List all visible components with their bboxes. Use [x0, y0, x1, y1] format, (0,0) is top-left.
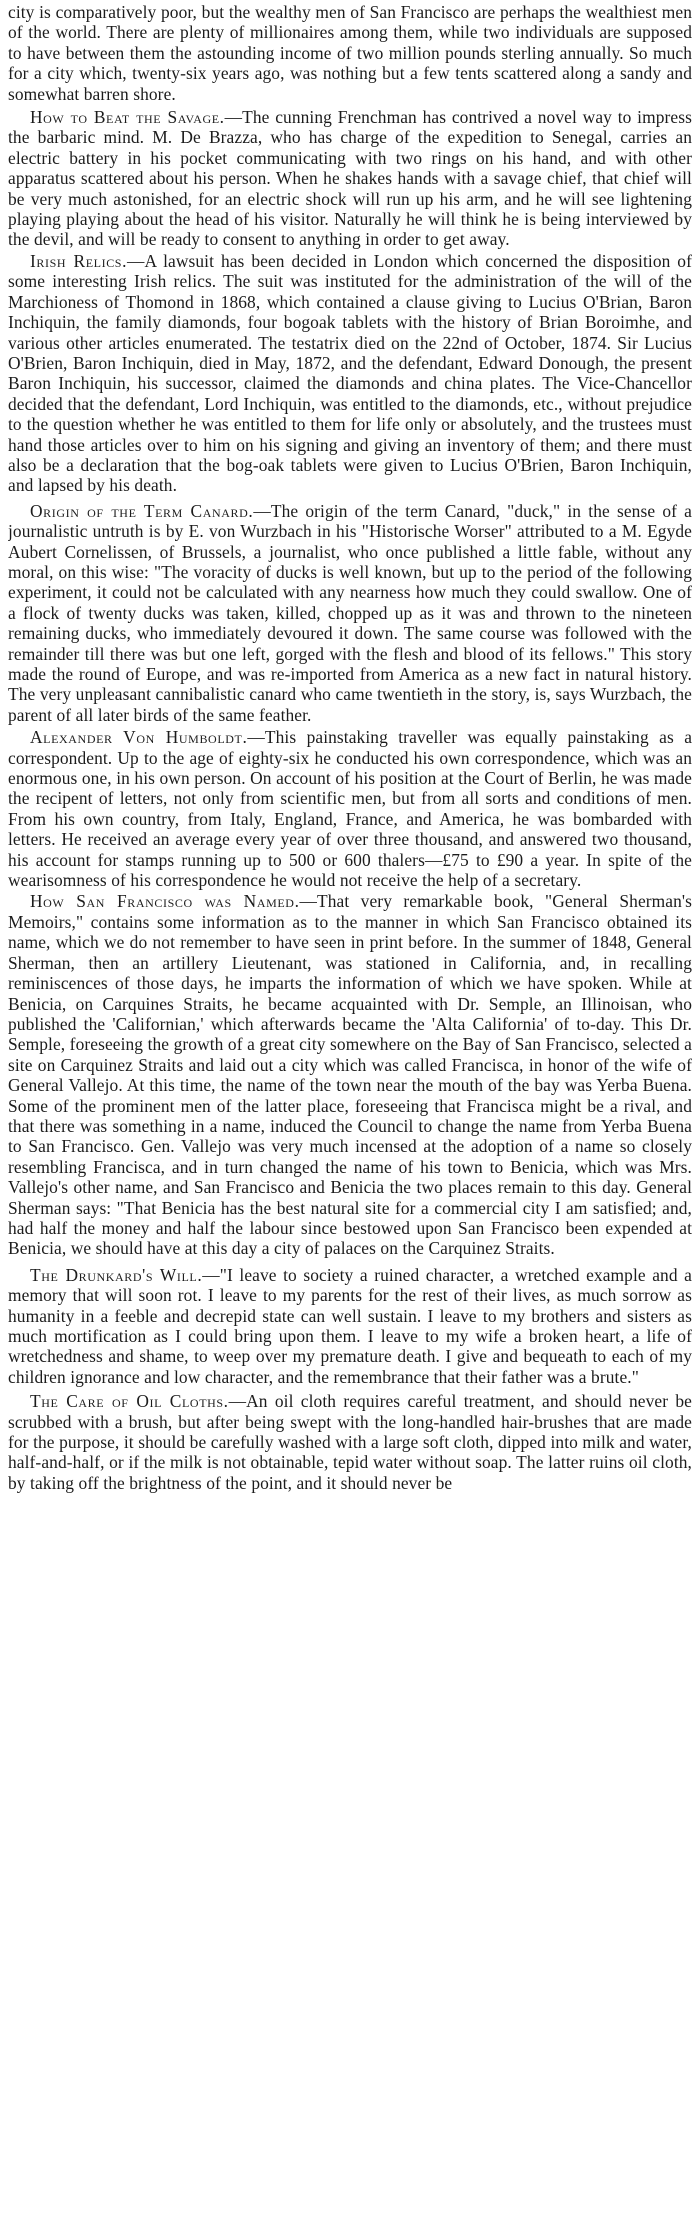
- article-column: [8, 2, 692, 2218]
- item-body: —An oil cloth requires careful treatment, and should never be scrubbed with a brush, but after being swept with the long-handled hair-brushes that are made for the purpose, it should be carefully washed with a large soft cloth, dipped into milk and water, half-and-half, or if the milk is not obtainable, tepid water without soap. The latter ruins oil cloth, by taking off the brightness of the point, and it should never be: [8, 1391, 692, 1493]
- item-heading: The Drunkard's Will.: [30, 1264, 203, 1285]
- item-body: —The cunning Frenchman has contrived a novel way to impress the barbaric mind. M. De Brazza, who has charge of the expedition to Senegal, carries an electric battery in his pocket communicating with two rings on his hand, and with other apparatus scattered about his person. When he shakes hands with a savage chief, that chief will be very much astonished, for an electric shock will run up his arm, and he will see lightening playing playing about the head of his visitor. Naturally he will think he is being interviewed by the devil, and will be ready to consent to anything in order to get away.: [8, 107, 692, 250]
- item-heading: Irish Relics.: [30, 250, 128, 271]
- item-heading: How San Francisco was Named.: [30, 891, 300, 912]
- item-irish-relics: [8, 251, 692, 496]
- item-alexander-von-humboldt: [8, 727, 692, 890]
- item-the-care-of-oil-cloths: [8, 1391, 692, 1493]
- item-how-san-francisco-was-named: [8, 891, 692, 1258]
- intro-paragraph: city is comparatively poor, but the wealthy men of San Francisco are perhaps the wealthiest men of the world. There are plenty of millionaires among them, while two individuals are supposed to have between them the astounding income of two million pounds sterling annually. So much for a city which, twenty-six years ago, was nothing but a few tents scattered along a sandy and somewhat barren shore.: [8, 2, 692, 104]
- item-body: —A lawsuit has been decided in London which concerned the disposition of some interesting Irish relics. The suit was instituted for the administration of the will of the Marchioness of Thomond in 1868, which contained a clause giving to Lucius O'Brian, Baron Inchiquin, the family diamonds, four bogoak tablets with the history of Brian Boroimhe, and various other articles enumerated. The testatrix died on the 22nd of October, 1874. Sir Lucius O'Brien, Baron Inchiquin, died in May, 1872, and the defendant, Edward Donough, the present Baron Inchiquin, his successor, claimed the diamonds and china plates. The Vice-Chancellor decided that the defendant, Lord Inchiquin, was entitled to the diamonds, etc., without prejudice to the question whether he was entitled to them for life only or absolutely, and the trustees must hand those articles over to him on his signing and giving an inventory of them; and there must also be a declaration that the bog-oak tablets were given to Lucius O'Brien, Baron Inchiquin, and lapsed by his death.: [8, 250, 692, 496]
- item-origin-of-the-term-canard: [8, 501, 692, 725]
- item-body: —The origin of the term Canard, "duck," in the sense of a journalistic untruth is by E. von Wurzbach in his "Historische Worser" attributed to a M. Egyde Aubert Cornelissen, of Brussels, a journalist, who once published a little fable, without any moral, on this wise: "The voracity of ducks is well known, but up to the period of the following experiment, it could not be calculated with any nearness how much they could swallow. One of a flock of twenty ducks was taken, killed, chopped up as it was and thrown to the nineteen remaining ducks, who immediately devoured it down. The same course was followed with the remainder till there was but one left, gorged with the flesh and blood of its fellows." This story made the round of Europe, and was re-imported from America as a new fact in natural history. The very unpleasant cannibalistic canard who came twentieth in the story, is, says Wurzbach, the parent of all later birds of the same feather.: [8, 500, 692, 725]
- item-heading: The Care of Oil Cloths.: [30, 1391, 229, 1412]
- item-body: —This painstaking traveller was equally painstaking as a correspondent. Up to the age of eighty-six he conducted his own correspondence, which was an enormous one, in his own person. On account of his position at the Court of Berlin, he was made the recipent of letters, not only from scientific men, but from all sorts and conditions of men. From his own country, from Italy, England, France, and America, he was bombarded with letters. He received an average every year of over three thousand, and answered two thousand, his account for stamps running up to 500 or 600 thalers—£75 to £90 a year. In spite of the wearisomness of his correspondence he would not receive the help of a secretary.: [8, 727, 692, 891]
- item-body: —"I leave to society a ruined character, a wretched example and a memory that will soon rot. I leave to my parents for the rest of their lives, as much sorrow as humanity in a feeble and decrepid state can well sustain. I leave to my brothers and sisters as much mortification as I could bring upon them. I leave to my wife a broken heart, a life of wretchedness and shame, to weep over my premature death. I give and bequeath to each of my children ignorance and low character, and the remembrance that their father was a brute.": [8, 1264, 692, 1387]
- item-the-drunkards-will: [8, 1265, 692, 1387]
- item-body: —That very remarkable book, "General Sherman's Memoirs," contains some information as to the manner in which San Francisco obtained its name, which we do not remember to have seen in print before. In the summer of 1848, General Sherman, then an artillery Lieutenant, was stationed in California, and, in recalling reminiscences of those days, he imparts the information of which we have spoken. While at Benicia, on Carquines Straits, he became acquainted with Dr. Semple, an Illinoisan, who published the 'Californian,' which afterwards became the 'Alta California' of to-day. This Dr. Semple, foreseeing the growth of a great city somewhere on the Bay of San Francisco, selected a site on Carquinez Straits and laid out a city which was called Francisca, in honor of the wife of General Vallejo. At this time, the name of the town near the mouth of the bay was Yerba Buena. Some of the prominent men of the latter place, foreseeing that Francisca might be a rival, and that there was something in a name, induced the Council to change the name from Yerba Buena to San Francisco. Gen. Vallejo was very much incensed at the adoption of a name so closely resembling Francisca, and in turn changed the name of his town to Benicia, which was Mrs. Vallejo's other name, and San Francisco and Benicia the two places remain to this day. General Sherman says: "That Benicia has the best natural site for a commercial city I am satisfied; and, had half the money and half the labour since bestowed upon San Francisco been expended at Benicia, we should have at this day a city of palaces on the Carquinez Straits.: [8, 891, 692, 1259]
- item-heading: How to Beat the Savage.: [30, 107, 225, 128]
- item-how-to-beat-the-savage: [8, 107, 692, 250]
- item-heading: Origin of the Term Canard.: [30, 500, 254, 521]
- item-heading: Alexander Von Humboldt.: [30, 727, 248, 748]
